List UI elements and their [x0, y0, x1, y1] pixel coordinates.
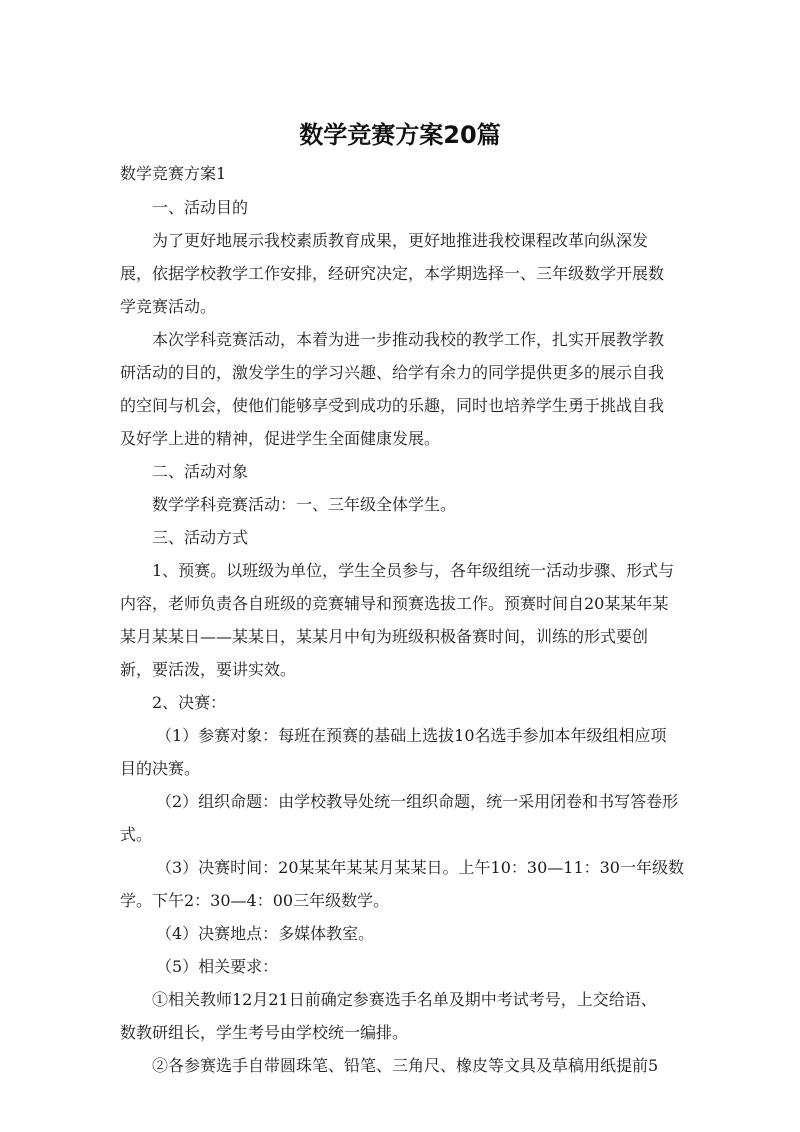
paragraph-line: 学。下午2：30—4：00三年级数学。 [120, 891, 390, 910]
paragraph-line: 及好学上进的精神，促进学生全面健康发展。 [120, 429, 441, 448]
paragraph-line: 展，依据学校教学工作安排，经研究决定，本学期选择一、三年级数学开展数 [120, 264, 665, 283]
paragraph-line: 目的决赛。 [120, 759, 201, 778]
paragraph-line: ②各参赛选手自带圆珠笔、铅笔、三角尺、橡皮等文具及草稿用纸提前5 [152, 1056, 659, 1075]
paragraph-line: ①相关教师12月21日前确定参赛选手名单及期中考试考号，上交给语、 [152, 990, 657, 1009]
paragraph-line: 的空间与机会，使他们能够享受到成功的乐趣，同时也培养学生勇于挑战自我 [120, 396, 665, 415]
document-title: 数学竞赛方案20篇 [299, 121, 501, 149]
paragraph-line: 研活动的目的，激发学生的学习兴趣、给学有余力的同学提供更多的展示自我 [120, 363, 665, 382]
paragraph-line: 为了更好地展示我校素质教育成果，更好地推进我校课程改革向纵深发 [152, 231, 649, 250]
subheading: 二、活动对象 [152, 462, 249, 481]
paragraph-line: （2）组织命题：由学校教导处统一组织命题，统一采用闭卷和书写答卷形 [156, 792, 679, 811]
paragraph-line: 2、决赛： [152, 693, 227, 712]
paragraph-line: （5）相关要求： [156, 957, 279, 976]
paragraph-line: 学竞赛活动。 [120, 297, 217, 316]
paragraph-line: 新，要活泼，要讲实效。 [120, 660, 297, 679]
paragraph-line: （1）参赛对象：每班在预赛的基础上选拔10名选手参加本年级组相应项 [156, 726, 667, 745]
subheading: 一、活动目的 [152, 198, 249, 217]
paragraph-line: 数学学科竞赛活动：一、三年级全体学生。 [152, 495, 457, 514]
paragraph-line: （4）决赛地点：多媒体教室。 [156, 924, 375, 943]
paragraph-line: 内容，老师负责各自班级的竞赛辅导和预赛选拔工作。预赛时间自20某某年某 [120, 594, 669, 613]
subheading: 三、活动方式 [152, 528, 249, 547]
paragraph-line: 数教研组长，学生考号由学校统一编排。 [120, 1023, 409, 1042]
section-heading: 数学竞赛方案1 [120, 164, 227, 183]
paragraph-line: 本次学科竞赛活动，本着为进一步推动我校的教学工作，扎实开展教学教 [152, 330, 665, 349]
paragraph-line: （3）决赛时间：20某某年某某月某某日。上午10：30—11：30一年级数 [156, 858, 684, 877]
paragraph-line: 式。 [120, 825, 153, 844]
paragraph-line: 某月某某日——某某日，某某月中旬为班级积极备赛时间，训练的形式要创 [120, 627, 649, 646]
paragraph-line: 1、预赛。以班级为单位，学生全员参与，各年级组统一活动步骤、形式与 [152, 561, 675, 580]
